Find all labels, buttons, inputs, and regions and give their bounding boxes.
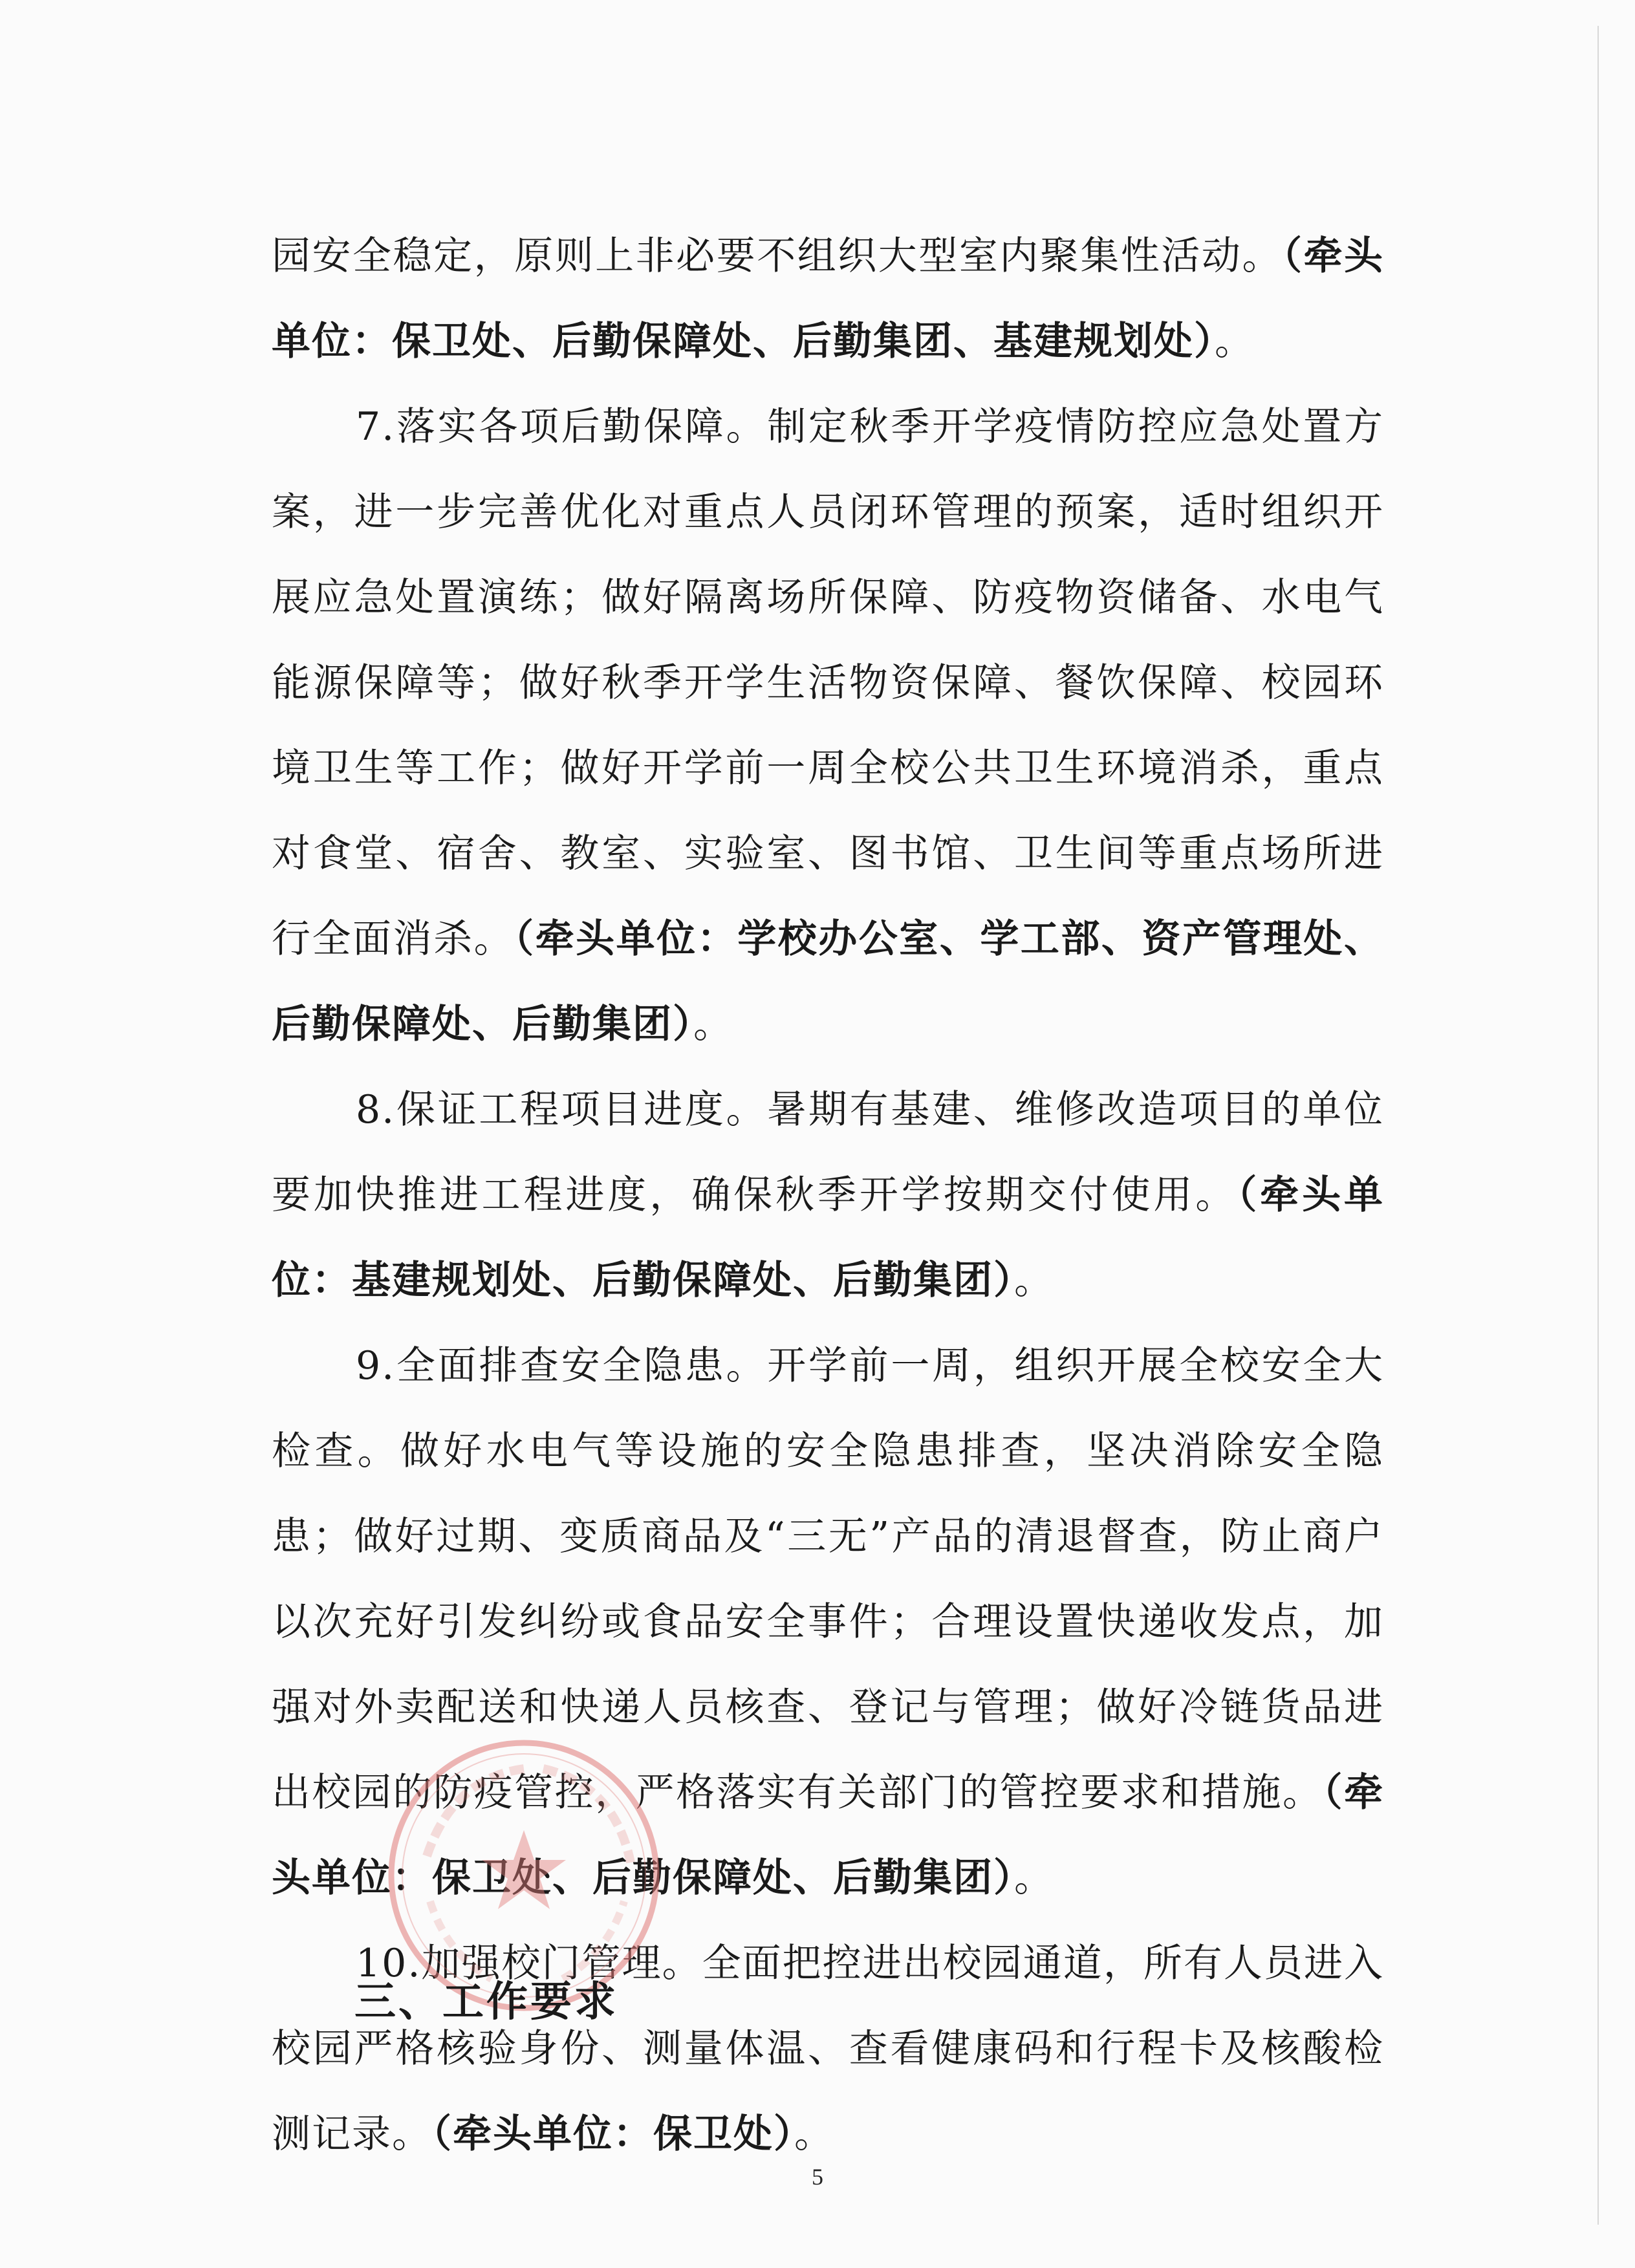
scan-edge-line [1597, 26, 1599, 2225]
body-text [272, 213, 1384, 2177]
section-heading: 三、工作要求 [354, 1978, 618, 2026]
paragraph-text: 8.保证工程项目进度。暑期有基建、维修改造项目的单位要加快推进工程进度，确保秋季开学按期交付使用。 [272, 1087, 1384, 1218]
paragraph-item-9 [272, 1323, 1384, 1921]
paragraph-end: 。 [693, 1002, 733, 1047]
paragraph-item-7 [272, 384, 1384, 1067]
paragraph-text: 9.全面排查安全隐患。开学前一周，组织开展全校安全大检查。做好水电气等设施的安全隐患排查，坚决消除安全隐患；做好过期、变质商品及“三无”产品的清退督查，防止商户以次充好引发纠纷或食品安全事件；合理设置快递收发点，加强对外卖配送和快递人员核查、登记与管理；做好冷链货品进出校园的防疫管控，严格落实有关部门的管控要求和措施。 [272, 1343, 1384, 1815]
lead-unit-note: （牵头单位：保卫处、后勤保障处、后勤集团、基建规划处） [272, 233, 1385, 364]
paragraph-continuation [272, 213, 1384, 384]
lead-unit-note: （牵头单位：保卫处、后勤保障处、后勤集团） [272, 1770, 1385, 1901]
paragraph-end: 。 [1215, 319, 1255, 364]
lead-unit-note: （牵头单位：保卫处） [432, 2111, 794, 2157]
paragraph-item-8 [272, 1067, 1384, 1323]
paragraph-end: 。 [794, 2111, 834, 2157]
page-number: 5 [812, 2164, 823, 2190]
lead-unit-note: （牵头单位：学校办公室、学工部、资产管理处、后勤保障处、后勤集团） [272, 916, 1385, 1047]
paragraph-text: 7.落实各项后勤保障。制定秋季开学疫情防控应急处置方案，进一步完善优化对重点人员闭环管理的预案，适时组织开展应急处置演练；做好隔离场所保障、防疫物资储备、水电气能源保障等；做好秋季开学生活物资保障、餐饮保障、校园环境卫生等工作；做好开学前一周全校公共卫生环境消杀，重点对食堂、宿舍、教室、实验室、图书馆、卫生间等重点场所进行全面消杀。 [272, 404, 1384, 962]
paragraph-end: 。 [1014, 1258, 1054, 1303]
paragraph-text: 园安全稳定，原则上非必要不组织大型室内聚集性活动。 [272, 233, 1283, 279]
paragraph-text: 10.加强校门管理。全面把控进出校园通道，所有人员进入校园严格核验身份、测量体温、查看健康码和行程卡及核酸检测记录。 [272, 1941, 1384, 2157]
paragraph-end: 。 [1014, 1855, 1054, 1901]
lead-unit-note: （牵头单位：基建规划处、后勤保障处、后勤集团） [272, 1172, 1385, 1303]
